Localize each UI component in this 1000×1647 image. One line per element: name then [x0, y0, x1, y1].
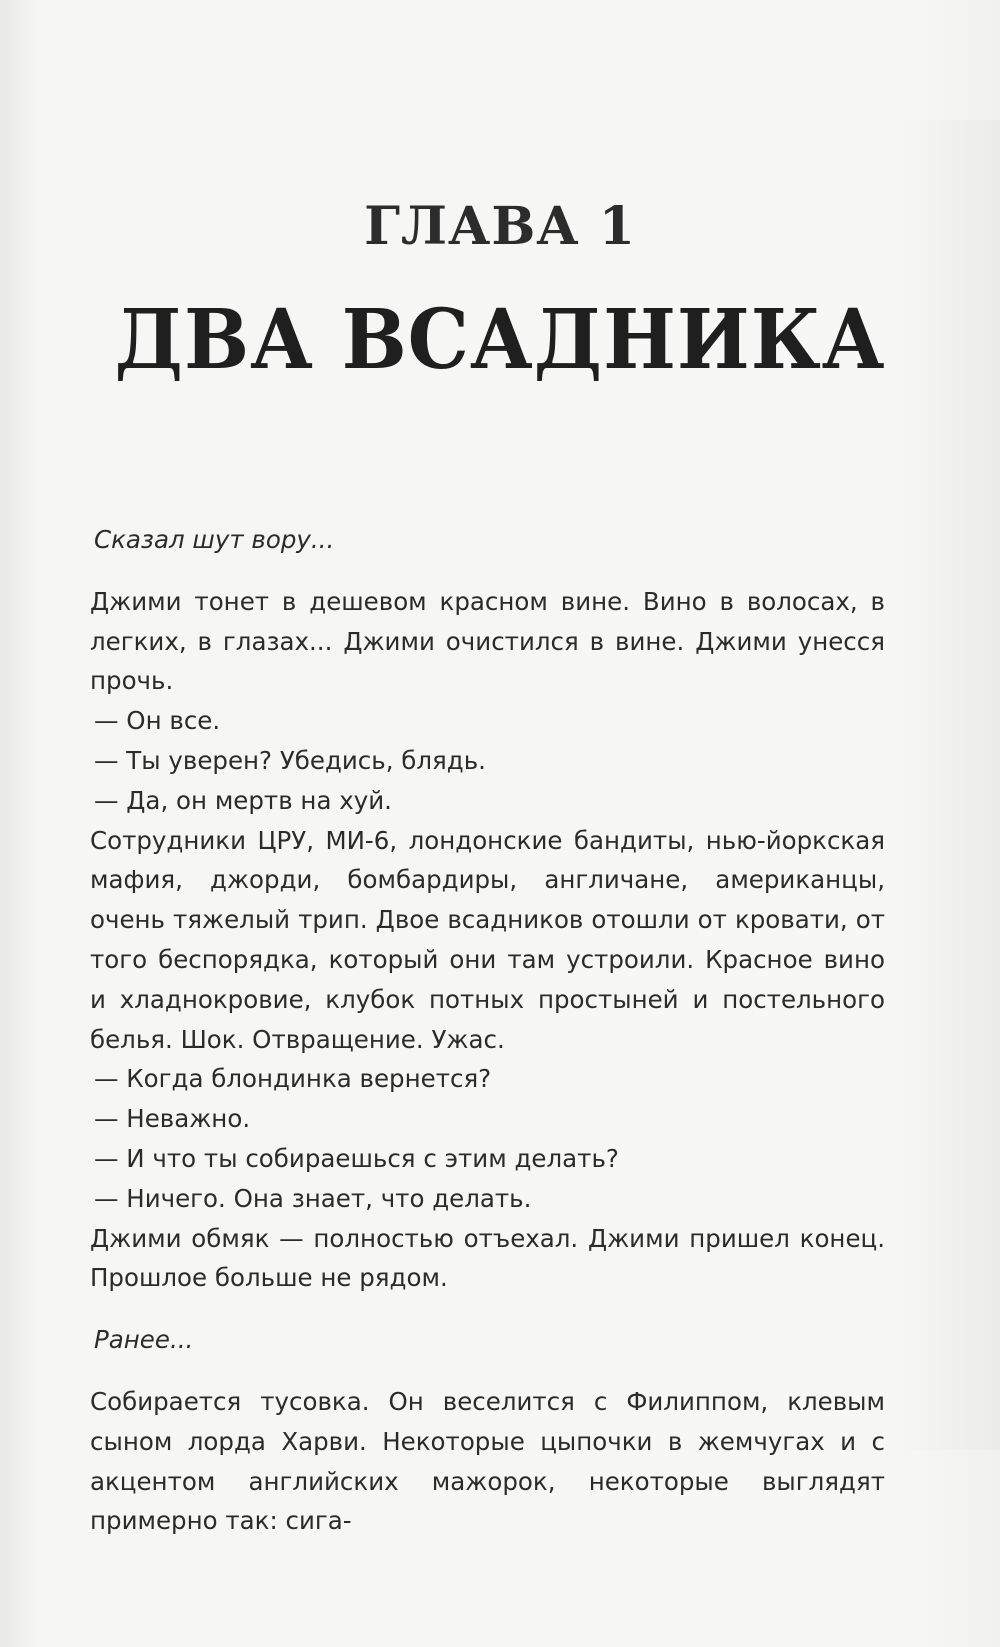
dialogue-line: — Когда блондинка вернется? — [94, 1064, 492, 1094]
paragraph: Собирается тусовка. Он веселится с Филиппом, клевым сыном лорда Харви. Некоторые цыпочки в жемчугах и с акцентом английских мажорок, некоторые выглядят примерно так: сига- — [90, 1386, 885, 1536]
dialogue-line: — Неважно. — [94, 1104, 251, 1134]
section-marker: Ранее... — [94, 1325, 194, 1355]
dialogue-line: — И что ты собираешься с этим делать? — [94, 1143, 619, 1173]
dialogue-line: — Ты уверен? Убедись, блядь. — [94, 745, 486, 775]
dialogue-line: — Ничего. Она знает, что делать. — [94, 1183, 532, 1213]
paragraph: Сотрудники ЦРУ, МИ-6, лондонские бандиты, нью-йоркская мафия, джорди, бомбардиры, англичане, американцы, очень тяжелый трип. Двое всадников отошли от кровати, от того беспорядка, который они там устроили. Красное вино и хладнокровие, клубок потных простыней и постельного белья. Шок. Отвращение. Ужас. — [90, 825, 885, 1054]
section-marker: Сказал шут вору... — [94, 525, 335, 554]
chapter-text — [90, 520, 885, 1541]
dialogue-line: — Да, он мертв на хуй. — [94, 785, 392, 815]
chapter-number: ГЛАВА 1 — [364, 196, 636, 257]
chapter-title: ДВА ВСАДНИКА — [114, 292, 886, 388]
paragraph: Джими тонет в дешевом красном вине. Вино в волосах, в легких, в глазах... Джими очистился в вине. Джими унесся прочь. — [90, 586, 885, 696]
dialogue-line: — Он все. — [94, 706, 221, 736]
paragraph: Джими обмяк — полностью отъехал. Джими пришел конец. Прошлое больше не рядом. — [90, 1223, 885, 1293]
